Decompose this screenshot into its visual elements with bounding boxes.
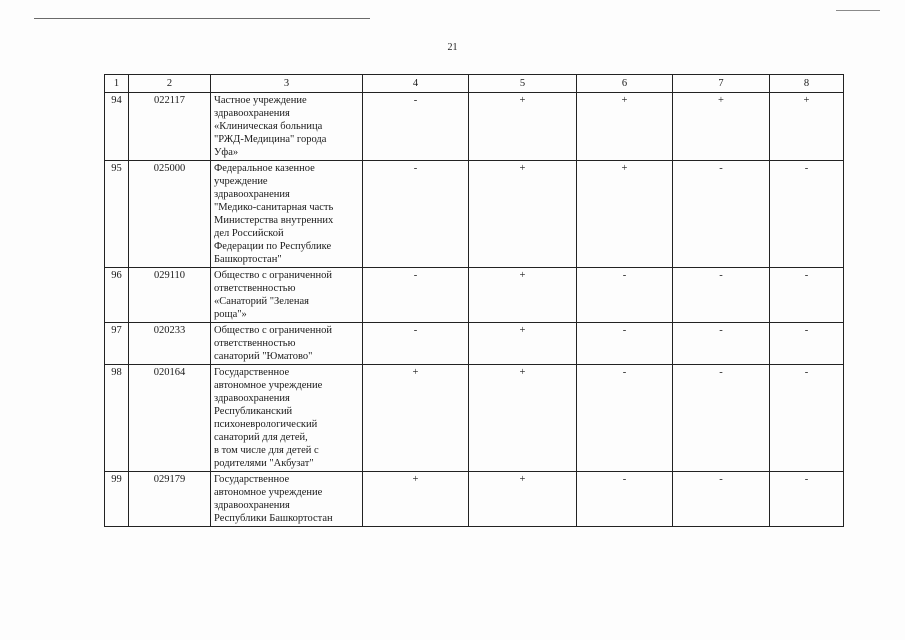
organization-name-line: здравоохранения [214,500,290,511]
mark-cell: - [363,161,469,268]
organization-name-line: автономное учреждение [214,380,323,391]
organization-name-line: Республиканский [214,406,293,417]
table-row [105,93,844,161]
mark-cell: + [469,268,577,323]
mark-cell: + [577,161,673,268]
organization-name-line: Республики Башкортостан [214,513,333,524]
organization-name [211,323,363,365]
mark-cell: - [577,472,673,527]
mark-cell: + [469,365,577,472]
mark-cell: + [469,93,577,161]
organization-name [211,268,363,323]
mark-cell: - [770,472,844,527]
mark-cell: + [770,93,844,161]
organization-name-line: «Клиническая больница [214,121,323,132]
mark-cell: + [469,161,577,268]
table-row [105,161,844,268]
organization-name-line: санаторий "Юматово" [214,351,313,362]
mark-cell: + [469,323,577,365]
organization-name-line: Башкортостан" [214,254,282,265]
organization-name-line: автономное учреждение [214,487,323,498]
organization-name-line: Министерства внутренних [214,215,334,226]
table-row [105,268,844,323]
mark-cell: - [770,268,844,323]
row-number: 94 [105,93,129,161]
organization-name-line: Государственное [214,367,290,378]
column-header: 8 [770,75,844,93]
scan-edge-line-right [836,10,880,11]
registry-code: 020233 [129,323,211,365]
column-header: 2 [129,75,211,93]
mark-cell: - [673,161,770,268]
organization-name-line: ответственностью [214,338,296,349]
organization-name-line: санаторий для детей, [214,432,308,443]
registry-code: 029179 [129,472,211,527]
mark-cell: - [770,161,844,268]
table-row [105,323,844,365]
scan-edge-line-left [34,18,370,19]
organization-name-line: "РЖД-Медицина" города [214,134,327,145]
mark-cell: - [770,323,844,365]
organization-name-line: Общество с ограниченной [214,325,332,336]
table-row [105,472,844,527]
organization-name-line: здравоохранения [214,393,290,404]
organization-name-line: ответственностью [214,283,296,294]
organization-name-line: «Санаторий "Зеленая [214,296,309,307]
mark-cell: + [673,93,770,161]
mark-cell: - [363,268,469,323]
mark-cell: - [770,365,844,472]
column-header: 5 [469,75,577,93]
row-number: 96 [105,268,129,323]
column-header: 7 [673,75,770,93]
organization-name-line: Частное учреждение [214,95,307,106]
organization-name-line: роща"» [214,309,247,320]
organization-name-line: Государственное [214,474,290,485]
mark-cell: - [363,93,469,161]
row-number: 98 [105,365,129,472]
registry-code: 029110 [129,268,211,323]
mark-cell: + [577,93,673,161]
organization-name-line: в том числе для детей с [214,445,319,456]
organization-name-line: учреждение [214,176,268,187]
mark-cell: - [577,268,673,323]
organization-name-line: "Медико-санитарная часть [214,202,334,213]
page-number: 21 [447,42,458,53]
mark-cell: - [673,323,770,365]
mark-cell: + [363,365,469,472]
organization-name-line: Общество с ограниченной [214,270,332,281]
mark-cell: - [363,323,469,365]
mark-cell: - [577,323,673,365]
registry-code: 025000 [129,161,211,268]
organization-name [211,365,363,472]
column-header: 4 [363,75,469,93]
mark-cell: - [673,472,770,527]
table-header-row [105,75,844,93]
mark-cell: - [577,365,673,472]
row-number: 99 [105,472,129,527]
organization-name [211,472,363,527]
mark-cell: + [469,472,577,527]
organization-name-line: Федеральное казенное [214,163,315,174]
organization-name-line: психоневрологический [214,419,318,430]
table-row [105,365,844,472]
registry-code: 020164 [129,365,211,472]
organization-name [211,93,363,161]
organization-name-line: Федерации по Республике [214,241,332,252]
registry-code: 022117 [129,93,211,161]
mark-cell: + [363,472,469,527]
column-header: 1 [105,75,129,93]
organization-name [211,161,363,268]
mark-cell: - [673,365,770,472]
row-number: 95 [105,161,129,268]
column-header: 3 [211,75,363,93]
column-header: 6 [577,75,673,93]
mark-cell: - [673,268,770,323]
organization-name-line: дел Российской [214,228,284,239]
organization-name-line: здравоохранения [214,189,290,200]
organization-name-line: родителями "Акбузат" [214,458,314,469]
row-number: 97 [105,323,129,365]
organization-name-line: здравоохранения [214,108,290,119]
data-table [104,74,844,527]
organization-name-line: Уфа» [214,147,239,158]
